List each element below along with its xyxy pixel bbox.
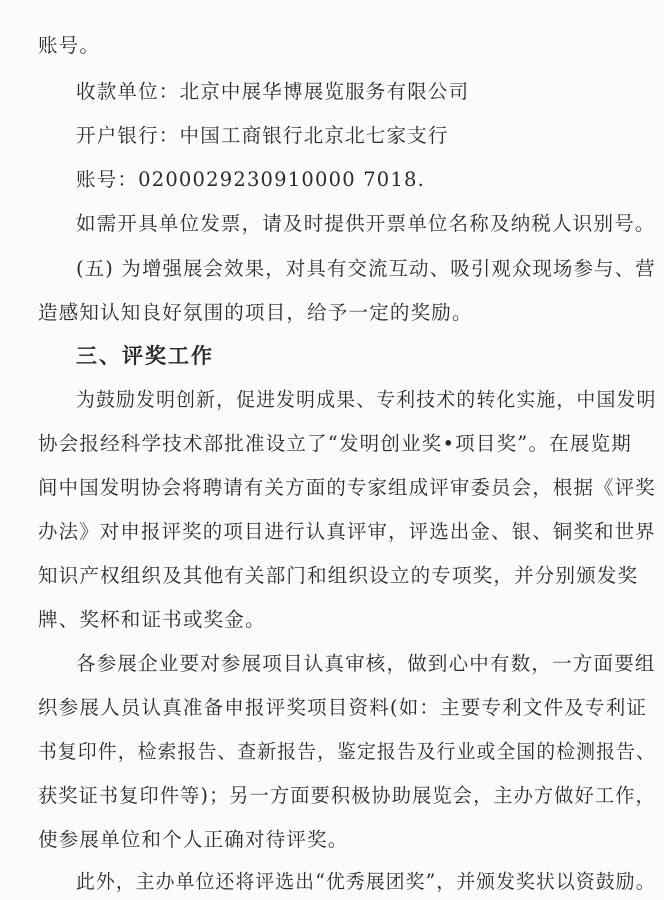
- text-line-11: 间中国发明协会将聘请有关方面的专家组成评审委员会，根据《评奖: [38, 476, 656, 499]
- text-line-6: (五) 为增强展会效果，对具有交流互动、吸引观众现场参与、营: [76, 257, 656, 280]
- text-line-13: 知识产权组织及其他有关部门和组织设立的专项奖，并分别颁发奖: [38, 564, 639, 587]
- text-line-19: 使参展单位和个人正确对待评奖。: [38, 828, 349, 851]
- text-line-18: 获奖证书复印件等)；另一方面要积极协助展览会，主办方做好工作，: [38, 784, 656, 807]
- section-heading: 三、评奖工作: [76, 343, 214, 368]
- text-line-12: 办法》对申报评奖的项目进行认真评审，评选出金、银、铜奖和世界: [38, 520, 656, 543]
- text-line-3: 开户银行：中国工商银行北京北七家支行: [76, 124, 449, 147]
- text-line-7: 造感知认知良好氛围的项目，给予一定的奖励。: [38, 301, 473, 324]
- text-line-5: 如需开具单位发票，请及时提供开票单位名称及纳税人识别号。: [76, 212, 656, 235]
- text-line-9: 为鼓励发明创新，促进发明成果、专利技术的转化实施，中国发明: [76, 388, 657, 411]
- text-line-20: 此外，主办单位还将评选出“优秀展团奖”，并颁发奖状以资鼓励。: [76, 870, 656, 893]
- text-line-10: 协会报经科学技术部批准设立了“发明创业奖•项目奖”。在展览期: [38, 432, 632, 455]
- text-line-4: 账号：0200029230910000 7018.: [76, 168, 426, 191]
- text-line-17: 书复印件，检索报告、查新报告，鉴定报告及行业或全国的检测报告、: [38, 740, 656, 763]
- text-line-16: 织参展人员认真准备申报评奖项目资料(如：主要专利文件及专利证: [38, 696, 648, 719]
- text-line-1: 账号。: [38, 34, 101, 57]
- text-line-15: 各参展企业要对参展项目认真审核，做到心中有数，一方面要组: [76, 652, 656, 675]
- text-line-14: 牌、奖杯和证书或奖金。: [38, 608, 266, 631]
- text-line-2: 收款单位：北京中展华博展览服务有限公司: [76, 80, 470, 103]
